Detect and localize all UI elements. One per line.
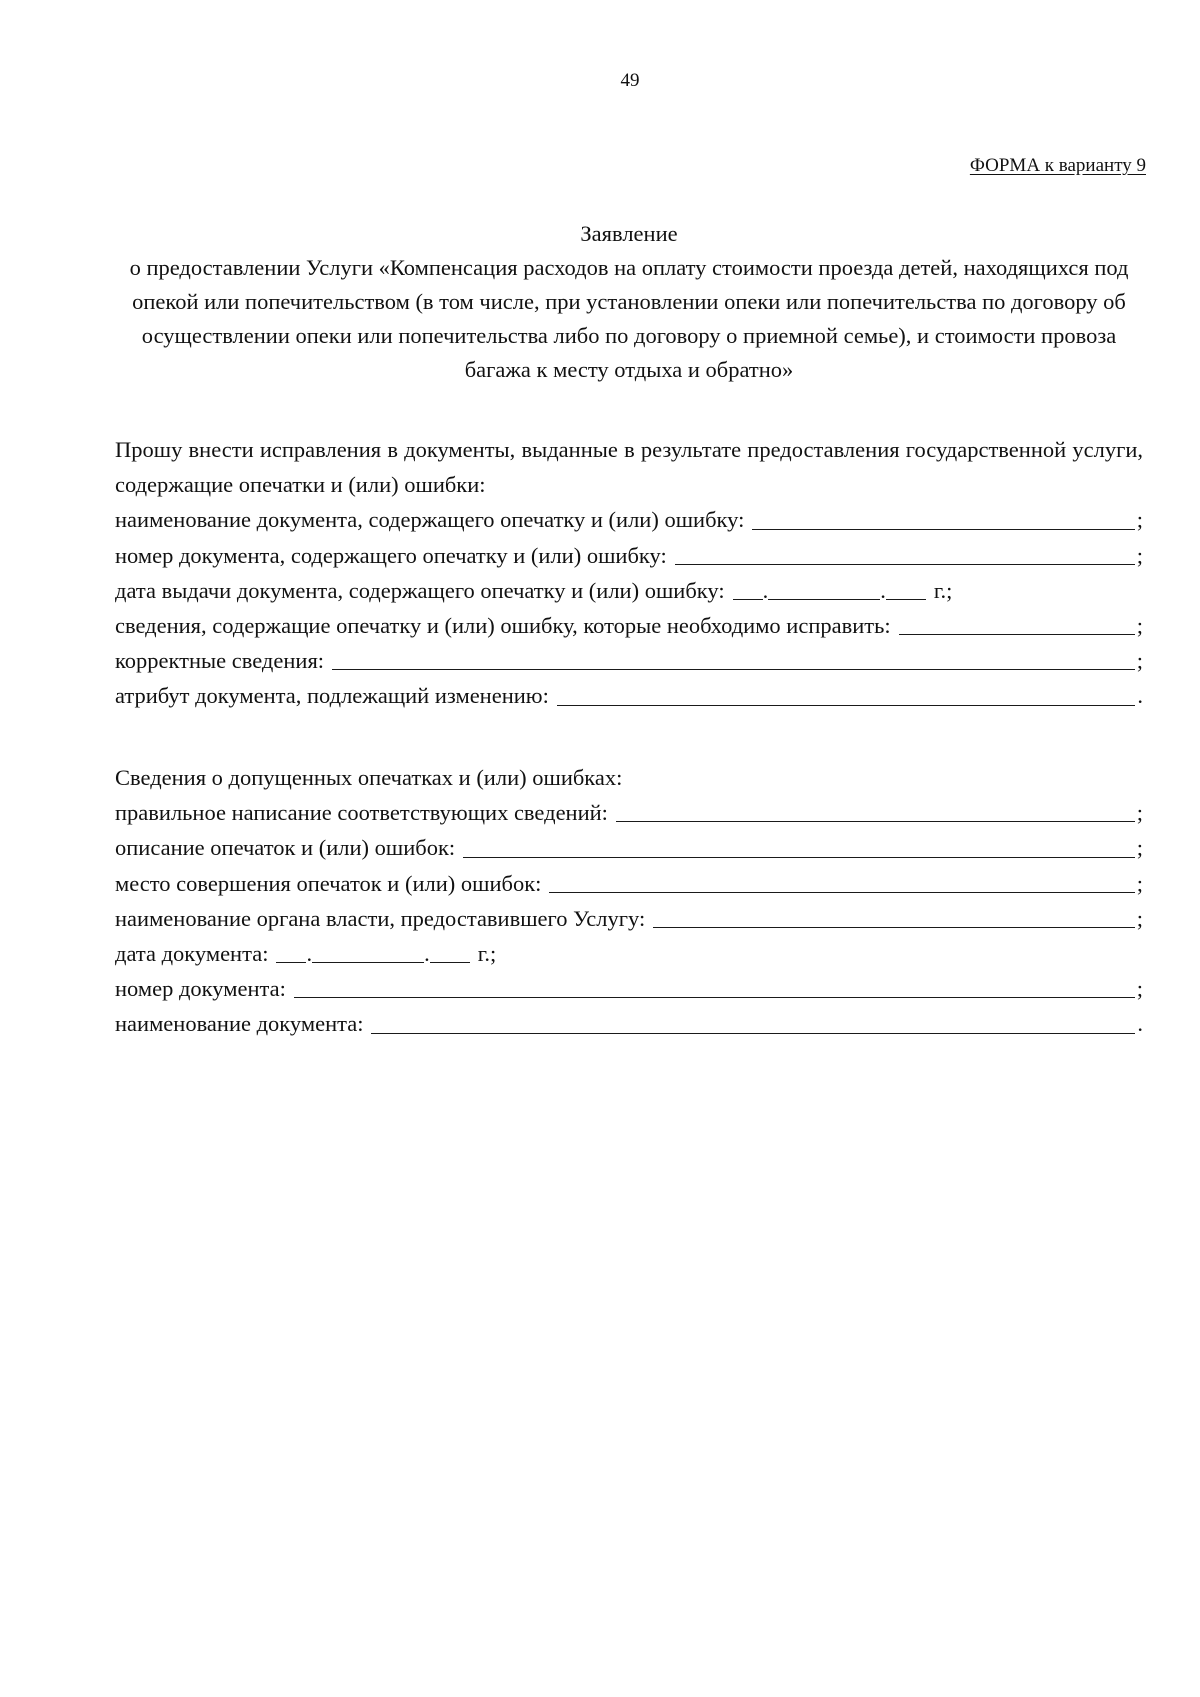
- field-correct-info: [115, 643, 1143, 678]
- field-label: дата выдачи документа, содержащего опечатку и (или) ошибку:: [115, 577, 725, 603]
- errors-info-title: [115, 760, 1143, 795]
- page-number: 49: [620, 70, 640, 91]
- blank-line[interactable]: [557, 705, 1136, 706]
- field-document-number: [115, 538, 1143, 573]
- section-title: Сведения о допущенных опечатках и (или) ошибках:: [115, 764, 623, 790]
- document-title: Заявление: [580, 221, 678, 246]
- field-label: сведения, содержащие опечатку и (или) ошибку, которые необходимо исправить:: [115, 612, 891, 638]
- field-label: место совершения опечаток и (или) ошибок:: [115, 870, 542, 896]
- field-label: корректные сведения:: [115, 648, 325, 674]
- blank-line[interactable]: [371, 1033, 1135, 1034]
- document-subject: о предоставлении Услуги «Компенсация расходов на оплату стоимости проезда детей, находящихся под опекой или попечительством (в том числе, при установлении опеки или попечительства по договору об осуществлении опеки или попечительства либо по договору о приемной семье), и стоимости провоза багажа к месту отдыха и обратно»: [129, 255, 1129, 382]
- field-label: наименование документа:: [115, 1011, 364, 1037]
- field-label: наименование документа, содержащего опечатку и (или) ошибку:: [115, 507, 745, 533]
- field-end: ;: [1136, 542, 1143, 568]
- blank-line[interactable]: [653, 927, 1135, 928]
- blank-line[interactable]: [752, 529, 1134, 530]
- field-end: ;: [1136, 648, 1143, 674]
- field-correct-spelling: [115, 795, 1143, 830]
- field-document-name: [115, 502, 1143, 537]
- field-end: ;: [1136, 905, 1143, 931]
- blank-line[interactable]: [899, 634, 1135, 635]
- form-reference: ФОРМА к варианту 9: [969, 155, 1146, 176]
- field-doc-name: [115, 1006, 1143, 1041]
- errors-info-section: [115, 760, 1143, 1042]
- blank-line[interactable]: [616, 821, 1135, 822]
- field-label: описание опечаток и (или) ошибок:: [115, 835, 456, 861]
- blank-line[interactable]: [675, 564, 1135, 565]
- blank-line[interactable]: [332, 669, 1135, 670]
- date-separator: .: [880, 577, 886, 603]
- field-document-attribute: [115, 678, 1143, 713]
- date-day-blank[interactable]: [733, 579, 763, 600]
- request-intro: Прошу внести исправления в документы, выданные в результате предоставления государственной услуги, содержащие опечатки и (или) ошибки:: [115, 437, 1143, 498]
- field-label: атрибут документа, подлежащий изменению:: [115, 683, 549, 709]
- field-errors-place: [115, 866, 1143, 901]
- date-year-blank[interactable]: [886, 579, 926, 600]
- field-label: наименование органа власти, предоставившего Услугу:: [115, 905, 646, 931]
- field-end: .: [1137, 1011, 1143, 1037]
- date-month-blank[interactable]: [768, 579, 880, 600]
- field-errors-description: [115, 830, 1143, 865]
- date-separator: .: [306, 940, 313, 966]
- field-label: номер документа, содержащего опечатку и (или) ошибку:: [115, 542, 667, 568]
- date-year-blank[interactable]: [430, 942, 470, 963]
- date-year-suffix: г.;: [933, 577, 953, 603]
- date-separator: .: [424, 940, 430, 966]
- date-day-blank[interactable]: [276, 942, 306, 963]
- request-section: [115, 432, 1143, 714]
- field-end: ;: [1136, 976, 1143, 1002]
- field-end: ;: [1136, 507, 1143, 533]
- date-year-suffix: г.;: [477, 940, 497, 966]
- blank-line[interactable]: [549, 892, 1134, 893]
- blank-line[interactable]: [463, 857, 1135, 858]
- field-label: правильное написание соответствующих сведений:: [115, 800, 608, 826]
- field-label: номер документа:: [115, 976, 286, 1002]
- field-doc-number: [115, 971, 1143, 1006]
- blank-line[interactable]: [294, 997, 1135, 998]
- field-end: ;: [1136, 612, 1143, 638]
- field-document-date: [115, 936, 1143, 971]
- field-end: ;: [1136, 835, 1143, 861]
- field-end: ;: [1136, 870, 1143, 896]
- field-end: ;: [1136, 800, 1143, 826]
- document-heading: [118, 217, 1140, 387]
- field-label: дата документа:: [115, 940, 269, 966]
- field-authority-name: [115, 901, 1143, 936]
- field-erroneous-info: [115, 608, 1143, 643]
- date-separator: .: [762, 577, 769, 603]
- field-issue-date: [115, 573, 1143, 608]
- field-end: .: [1137, 683, 1143, 709]
- date-month-blank[interactable]: [312, 942, 424, 963]
